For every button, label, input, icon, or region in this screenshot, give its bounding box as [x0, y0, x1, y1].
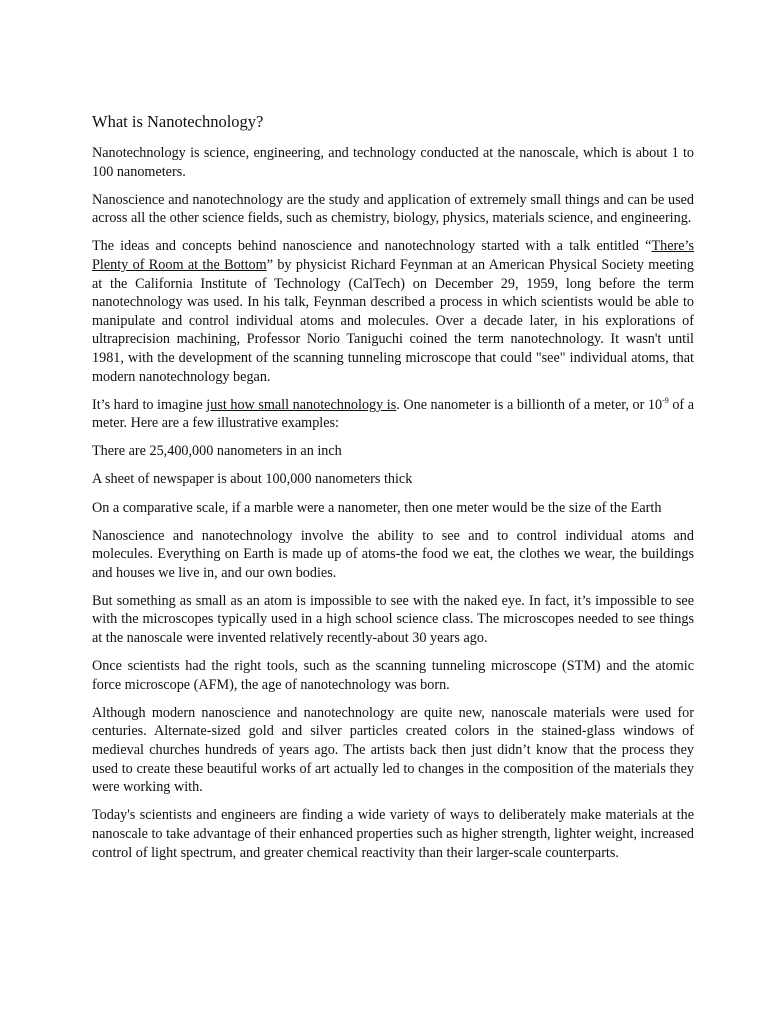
paragraph-microscopes: But something as small as an atom is impossible to see with the naked eye. In fact, it’s impossible to see with the microscopes typically used in a high school science class. The microscopes needed to see things at the nanoscale were invented relatively recently-about 30 years ago.: [92, 592, 694, 647]
scale-text-start: It’s hard to imagine: [92, 396, 207, 413]
example-marble: On a comparative scale, if a marble were a nanometer, then one meter would be the size of the Earth: [92, 499, 662, 516]
history-text-start: The ideas and concepts behind nanoscience and nanotechnology started with a talk entitled “: [92, 238, 652, 255]
paragraph-atoms: Nanoscience and nanotechnology involve the ability to see and to control individual atoms and molecules. Everything on Earth is made up of atoms-the food we eat, the clothes we wear, the buildings and houses we live in, and our own bodies.: [92, 527, 694, 581]
feynman-talk-link[interactable]: There’s Plenty of Room at the Bottom: [92, 238, 694, 273]
paragraph-fields: Nanoscience and nanotechnology are the study and application of extremely small things and can be used across all the other science fields, such as chemistry, biology, physics, materials science, and engineering.: [92, 191, 694, 227]
how-small-link[interactable]: just how small nanotechnology is: [206, 396, 397, 413]
exponent: -9: [662, 395, 669, 405]
example-newspaper: A sheet of newspaper is about 100,000 nanometers thick: [92, 471, 413, 488]
paragraph-today: Today's scientists and engineers are finding a wide variety of ways to deliberately make materials at the nanoscale to take advantage of their enhanced properties such as higher strength, lighter weight, increased control of light spectrum, and greater chemical reactivity than their larger-scale counterparts.: [92, 807, 694, 861]
paragraph-history-materials: Although modern nanoscience and nanotechnology are quite new, nanoscale materials were used for centuries. Alternate-sized gold and silver particles created colors in the stained-glass windows of medieval churches hundreds of years ago. The artists back then just didn’t know that the process they used to create these beautiful works of art actually led to changes in the composition of the materials they were working with.: [92, 704, 694, 796]
history-text-end: ” by physicist Richard Feynman at an American Physical Society meeting at the California Institute of Technology (CalTech) on December 29, 1959, long before the term nanotechnology was used. In his talk, Feynman described a process in which scientists would be able to manipulate and control individual atoms and molecules. Over a decade later, in his explorations of ultraprecision machining, Professor Norio Taniguchi coined the term nanotechnology. It wasn't until 1981, with the development of the scanning tunneling microscope that could "see" individual atoms, that modern nanotechnology began.: [92, 256, 694, 385]
paragraph-history: [92, 237, 694, 386]
page-title: What is Nanotechnology?: [92, 112, 264, 131]
paragraph-scale: [92, 396, 694, 433]
scale-text-mid: . One nanometer is a billionth of a meter, or 10: [396, 396, 663, 413]
paragraph-tools: Once scientists had the right tools, such as the scanning tunneling microscope (STM) and the atomic force microscope (AFM), the age of nanotechnology was born.: [92, 658, 694, 693]
paragraph-definition: Nanotechnology is science, engineering, and technology conducted at the nanoscale, which is about 1 to 100 nanometers.: [92, 145, 694, 180]
example-inch: There are 25,400,000 nanometers in an inch: [92, 443, 342, 460]
scale-text-end: of a meter. Here are a few illustrative examples:: [92, 396, 694, 432]
